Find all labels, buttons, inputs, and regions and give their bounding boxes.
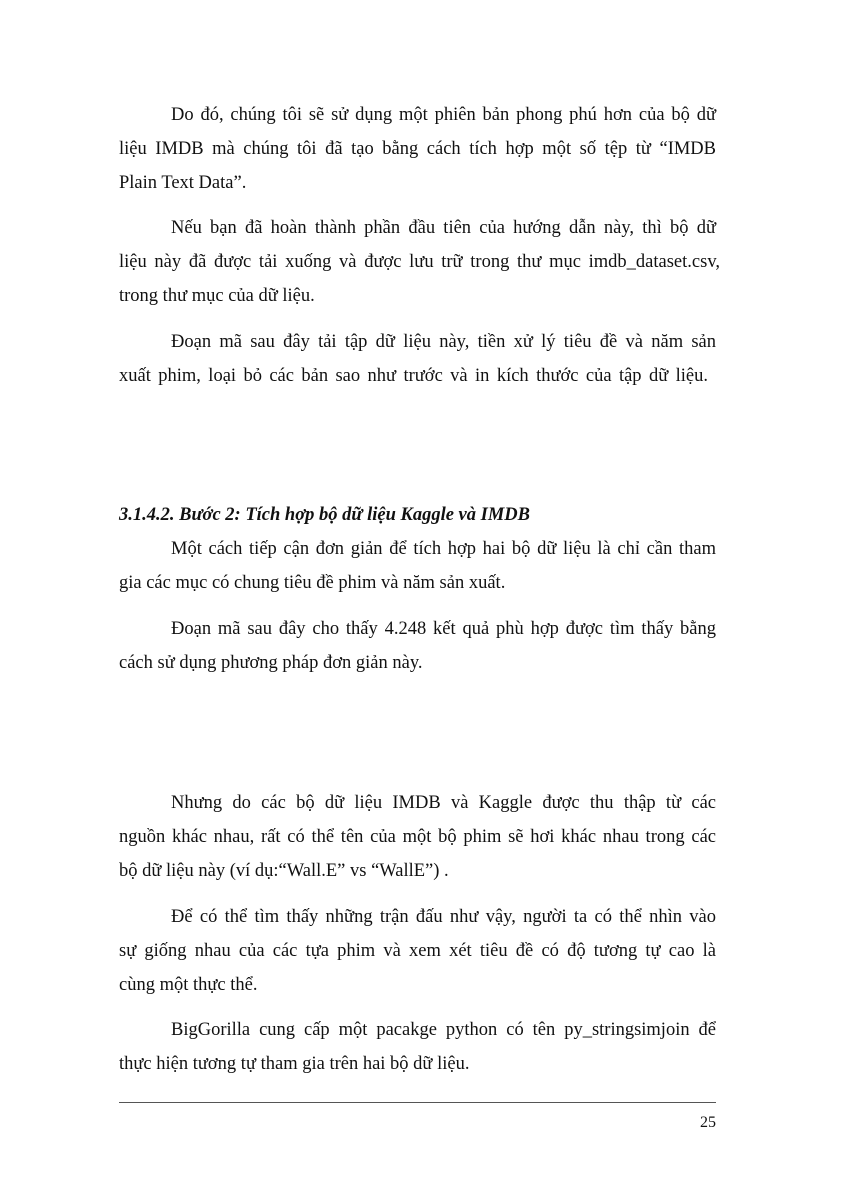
text-line: cách sử dụng phương pháp đơn giản này. — [119, 653, 423, 673]
text-line: Nếu bạn đã hoàn thành phần đầu tiên của hướng dẫn này, thì bộ dữ — [171, 218, 716, 238]
text-line: liệu IMDB mà chúng tôi đã tạo bằng cách tích hợp một số tệp từ “IMDB — [119, 139, 716, 159]
text-line: BigGorilla cung cấp một pacakge python có tên py_stringsimjoin để — [171, 1020, 716, 1040]
text-line: Plain Text Data”. — [119, 173, 247, 193]
text-line: trong thư mục của dữ liệu. — [119, 286, 315, 306]
text-line: Đoạn mã sau đây cho thấy 4.248 kết quả phù hợp được tìm thấy bằng — [171, 619, 716, 639]
text-line: Một cách tiếp cận đơn giản để tích hợp hai bộ dữ liệu là chỉ cần tham — [171, 539, 716, 559]
text-line: Đoạn mã sau đây tải tập dữ liệu này, tiền xử lý tiêu đề và năm sản — [171, 332, 716, 352]
text-line: Nhưng do các bộ dữ liệu IMDB và Kaggle được thu thập từ các — [171, 793, 716, 813]
text-line: nguồn khác nhau, rất có thể tên của một bộ phim sẽ hơi khác nhau trong các — [119, 827, 716, 847]
footer-rule — [119, 1102, 716, 1103]
text-line: Để có thể tìm thấy những trận đấu như vậy, người ta có thể nhìn vào — [171, 907, 716, 927]
text-line: cùng một thực thể. — [119, 975, 258, 995]
page-number: 25 — [700, 1114, 716, 1131]
text-line: Do đó, chúng tôi sẽ sử dụng một phiên bản phong phú hơn của bộ dữ — [171, 105, 716, 125]
text-line: sự giống nhau của các tựa phim và xem xét tiêu đề có độ tương tự cao là — [119, 941, 716, 961]
text-line: bộ dữ liệu này (ví dụ:“Wall.E” vs “WallE”) . — [119, 861, 449, 881]
text-line: liệu này đã được tải xuống và được lưu trữ trong thư mục imdb_dataset.csv, — [119, 252, 720, 272]
text-line: gia các mục có chung tiêu đề phim và năm sản xuất. — [119, 573, 506, 593]
text-line: thực hiện tương tự tham gia trên hai bộ dữ liệu. — [119, 1054, 470, 1074]
section-heading: 3.1.4.2. Bước 2: Tích hợp bộ dữ liệu Kaggle và IMDB — [119, 505, 530, 525]
text-line: xuất phim, loại bỏ các bản sao như trước và in kích thước của tập dữ liệu. — [119, 366, 708, 386]
